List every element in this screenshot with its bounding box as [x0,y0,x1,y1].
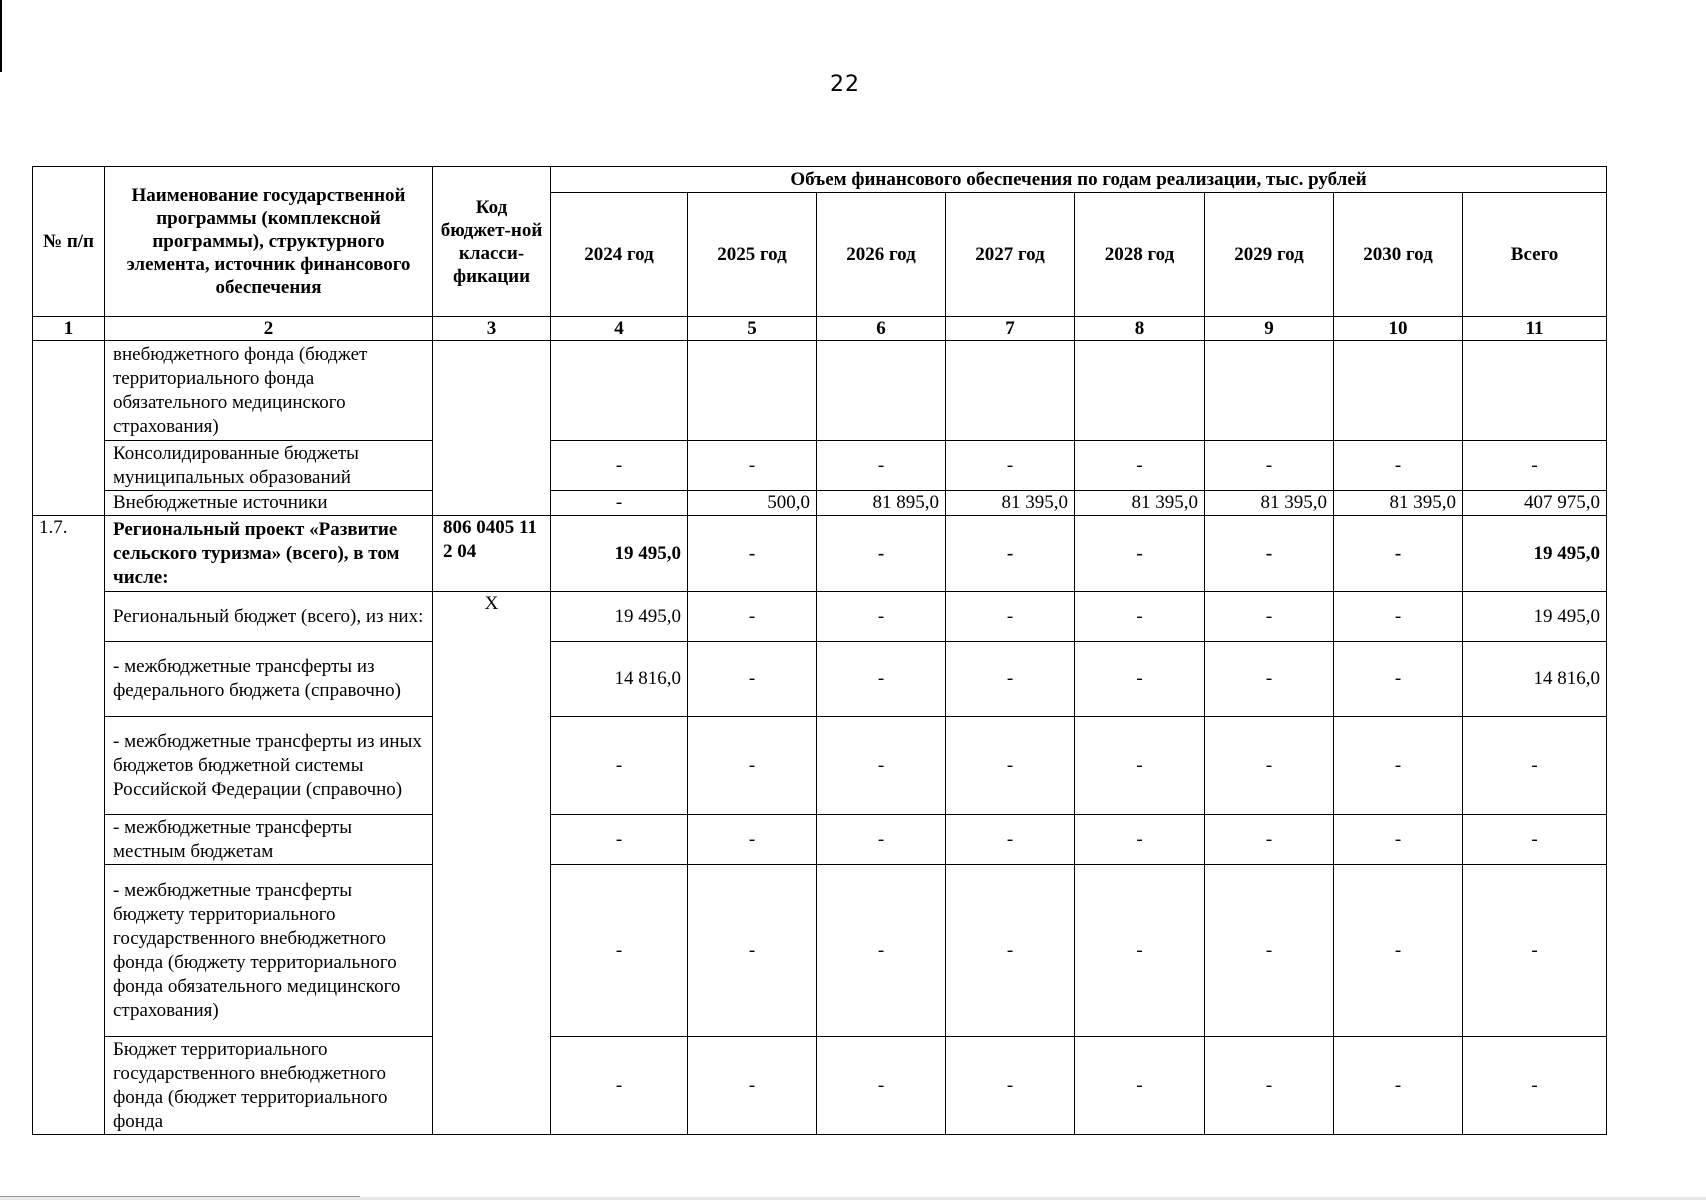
row-value: - [1205,717,1334,815]
row-value: - [946,642,1075,717]
row-value: - [551,815,688,865]
scan-edge [0,0,2,72]
row-value: 81 395,0 [1075,491,1205,516]
header-group-title: Объем финансового обеспечения по годам реализации, тыс. рублей [551,167,1607,193]
header-total: Всего [1463,193,1607,317]
row-value: - [551,491,688,516]
column-number: 9 [1205,317,1334,341]
row-value: - [1075,516,1205,592]
header-year: 2024 год [551,193,688,317]
header-name: Наименование государственной программы (комплексной программы), структурного элемента, источник финансового обеспечения [105,167,433,317]
row-value: - [946,1037,1075,1135]
column-number: 10 [1334,317,1463,341]
row-name: Региональный бюджет (всего), из них: [105,592,433,642]
row-value: 19 495,0 [551,516,688,592]
row-value: - [688,516,817,592]
row-value: 81 395,0 [1205,491,1334,516]
row-value: - [688,815,817,865]
row-value: - [817,865,946,1037]
row-value: - [817,815,946,865]
header-year: 2030 год [1334,193,1463,317]
row-value: - [551,1037,688,1135]
row-value: - [1075,865,1205,1037]
financing-table [32,166,1607,1135]
row-value: 81 395,0 [946,491,1075,516]
row-value: - [1463,1037,1607,1135]
column-number: 5 [688,317,817,341]
row-name: - межбюджетные трансферты из иных бюджетов бюджетной системы Российской Федерации (справочно) [105,717,433,815]
row-value: - [817,642,946,717]
row-value: 500,0 [688,491,817,516]
row-name: Консолидированные бюджеты муниципальных образований [105,441,433,491]
row-value [1205,341,1334,441]
row-value: - [946,717,1075,815]
row-value: - [688,642,817,717]
header-num: № п/п [33,167,105,317]
row-value [1075,341,1205,441]
row-value: 19 495,0 [1463,592,1607,642]
row-name: Бюджет территориального государственного внебюджетного фонда (бюджет территориального фонда [105,1037,433,1135]
row-value: - [817,441,946,491]
row-value [1463,341,1607,441]
table-row [33,441,1607,491]
row-value: 14 816,0 [1463,642,1607,717]
row-num [33,341,105,516]
row-value: - [1463,865,1607,1037]
page-number: 22 [830,72,860,97]
row-value: 81 395,0 [1334,491,1463,516]
row-name: Региональный проект «Развитие сельского туризма» (всего), в том числе: [105,516,433,592]
row-name: Внебюджетные источники [105,491,433,516]
row-value: - [1075,441,1205,491]
column-number: 2 [105,317,433,341]
header-year: 2025 год [688,193,817,317]
row-value: - [946,592,1075,642]
table-row [33,1037,1607,1135]
row-value: - [1075,815,1205,865]
row-value: - [551,717,688,815]
row-code: Х [433,592,551,1135]
row-value: - [1334,642,1463,717]
column-number: 6 [817,317,946,341]
row-value: - [1205,815,1334,865]
row-value: - [688,1037,817,1135]
row-value: - [1205,592,1334,642]
row-value: 19 495,0 [551,592,688,642]
row-code: 806 0405 11 2 04 [433,516,551,592]
row-value: - [688,592,817,642]
table-row [33,717,1607,815]
row-value: - [946,441,1075,491]
row-value: - [1463,815,1607,865]
row-name: внебюджетного фонда (бюджет территориального фонда обязательного медицинского страхования) [105,341,433,441]
table-row [33,642,1607,717]
row-value: - [551,441,688,491]
row-value: - [1075,1037,1205,1135]
row-name: - межбюджетные трансферты бюджету территориального государственного внебюджетного фонда (бюджету территориального фонда обязательного медицинского страхования) [105,865,433,1037]
row-value: - [1334,516,1463,592]
table-row [33,865,1607,1037]
row-value: - [688,717,817,815]
column-number: 4 [551,317,688,341]
row-value: - [1075,717,1205,815]
row-value: - [1205,865,1334,1037]
header-code: Код бюджет-ной класси-фикации [433,167,551,317]
table-row [33,592,1607,642]
row-value [1334,341,1463,441]
row-value: - [817,592,946,642]
row-value: - [1205,642,1334,717]
row-value: - [688,441,817,491]
row-value: - [1205,516,1334,592]
row-value: - [1334,1037,1463,1135]
row-value: - [946,516,1075,592]
row-value: 19 495,0 [1463,516,1607,592]
row-value: - [946,865,1075,1037]
row-value: - [688,865,817,1037]
row-value: 14 816,0 [551,642,688,717]
row-value: 81 895,0 [817,491,946,516]
row-value [946,341,1075,441]
row-value: 407 975,0 [1463,491,1607,516]
row-value: - [817,717,946,815]
row-value: - [1334,592,1463,642]
table-row [33,491,1607,516]
row-value: - [1334,815,1463,865]
row-value: - [1463,441,1607,491]
row-value [551,341,688,441]
table-row [33,815,1607,865]
row-value [688,341,817,441]
column-number: 1 [33,317,105,341]
header-year: 2026 год [817,193,946,317]
row-name: - межбюджетные трансферты из федерального бюджета (справочно) [105,642,433,717]
row-value: - [817,516,946,592]
row-value: - [1463,717,1607,815]
row-value: - [1075,592,1205,642]
row-name: - межбюджетные трансферты местным бюджетам [105,815,433,865]
row-value: - [1334,717,1463,815]
row-num: 1.7. [33,516,105,1135]
row-value: - [1205,441,1334,491]
header-year: 2027 год [946,193,1075,317]
column-number: 8 [1075,317,1205,341]
row-value: - [1334,865,1463,1037]
column-number: 3 [433,317,551,341]
column-number: 7 [946,317,1075,341]
table-row [33,516,1607,592]
row-value: - [946,815,1075,865]
table-row [33,341,1607,441]
header-year: 2028 год [1075,193,1205,317]
row-value: - [1334,441,1463,491]
row-value [817,341,946,441]
header-year: 2029 год [1205,193,1334,317]
row-value: - [1075,642,1205,717]
row-value: - [817,1037,946,1135]
column-number: 11 [1463,317,1607,341]
row-value: - [551,865,688,1037]
row-code [433,341,551,516]
row-value: - [1205,1037,1334,1135]
